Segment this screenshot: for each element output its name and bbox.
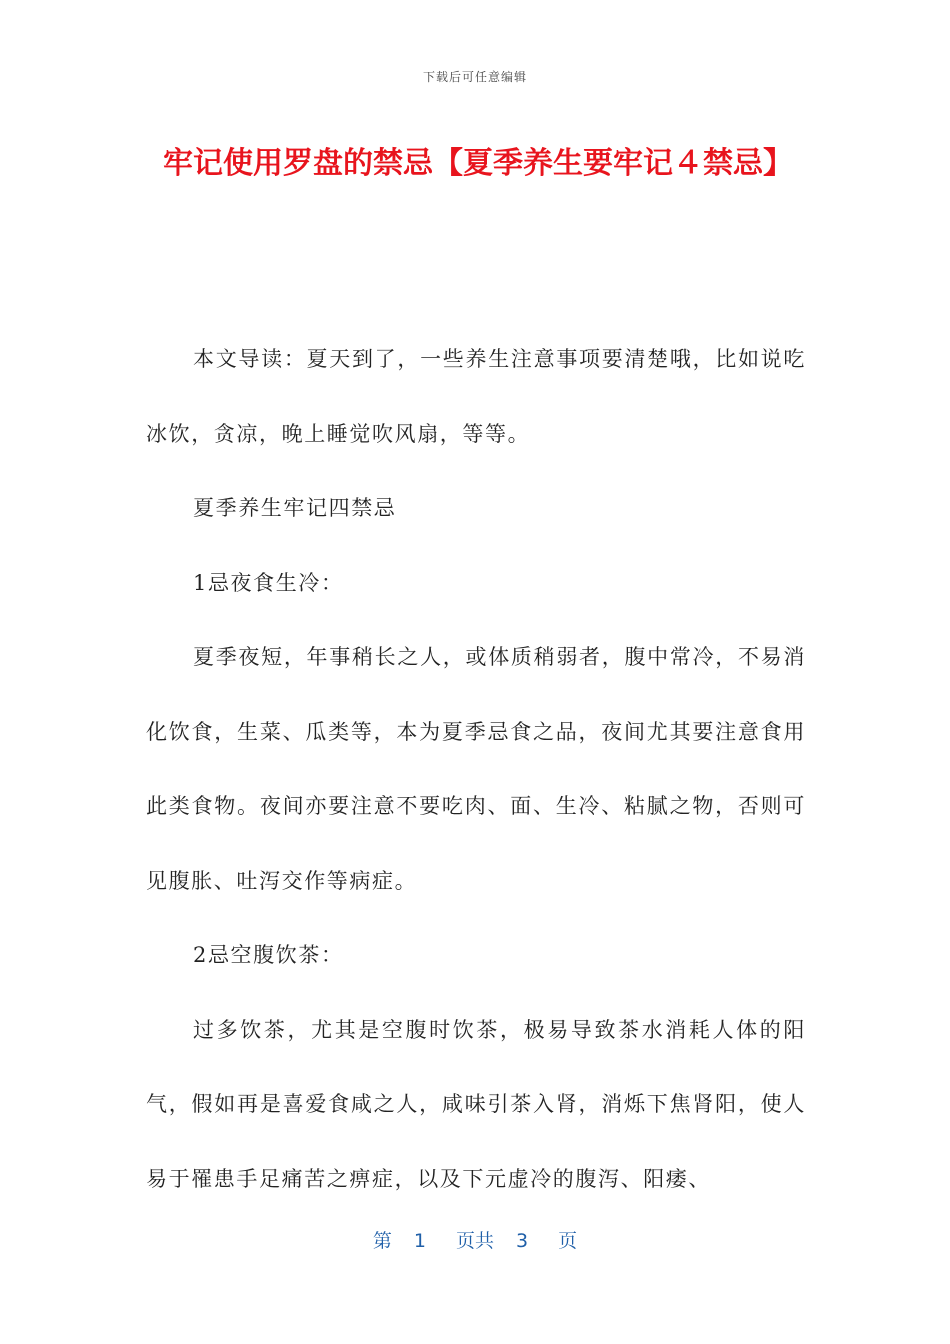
paragraph-section-heading: 夏季养生牢记四禁忌 [193,496,397,520]
footer-current-page: 1 [413,1230,426,1252]
paragraph-intro: 本文导读：夏天到了，一些养生注意事项要清楚哦，比如说吃冰饮，贪凉，晚上睡觉吹风扇，等等。 [146,347,806,446]
document-title: 牢记使用罗盘的禁忌【夏季养生要牢记４禁忌】 [163,146,793,181]
paragraph-item-1-body: 夏季夜短，年事稍长之人，或体质稍弱者，腹中常冷，不易消化饮食，生菜、瓜类等，本为夏季忌食之品，夜间尤其要注意食用此类食物。夜间亦要注意不要吃肉、面、生冷、粘腻之物，否则可见腹胀、吐泻交作等病症。 [146,645,806,893]
footer-total-pages: 3 [516,1230,529,1252]
paragraph-item-1-heading: 1忌夜食生冷： [193,570,344,595]
page-footer [0,1226,950,1253]
header-note: 下载后可任意编辑 [422,70,527,84]
footer-suffix: 页 [558,1230,578,1252]
document-body [146,322,806,1216]
paragraph-item-2-heading: 2忌空腹饮茶： [193,943,344,967]
footer-mid: 页共 [455,1230,494,1252]
footer-prefix: 第 [372,1230,392,1252]
paragraph-item-2-body: 过多饮茶，尤其是空腹时饮茶，极易导致茶水消耗人体的阳气，假如再是喜爱食咸之人，咸味引茶入肾，消烁下焦肾阳，使人易于罹患手足痛苦之痹症，以及下元虚冷的腹泻、阳痿、 [146,1017,806,1191]
